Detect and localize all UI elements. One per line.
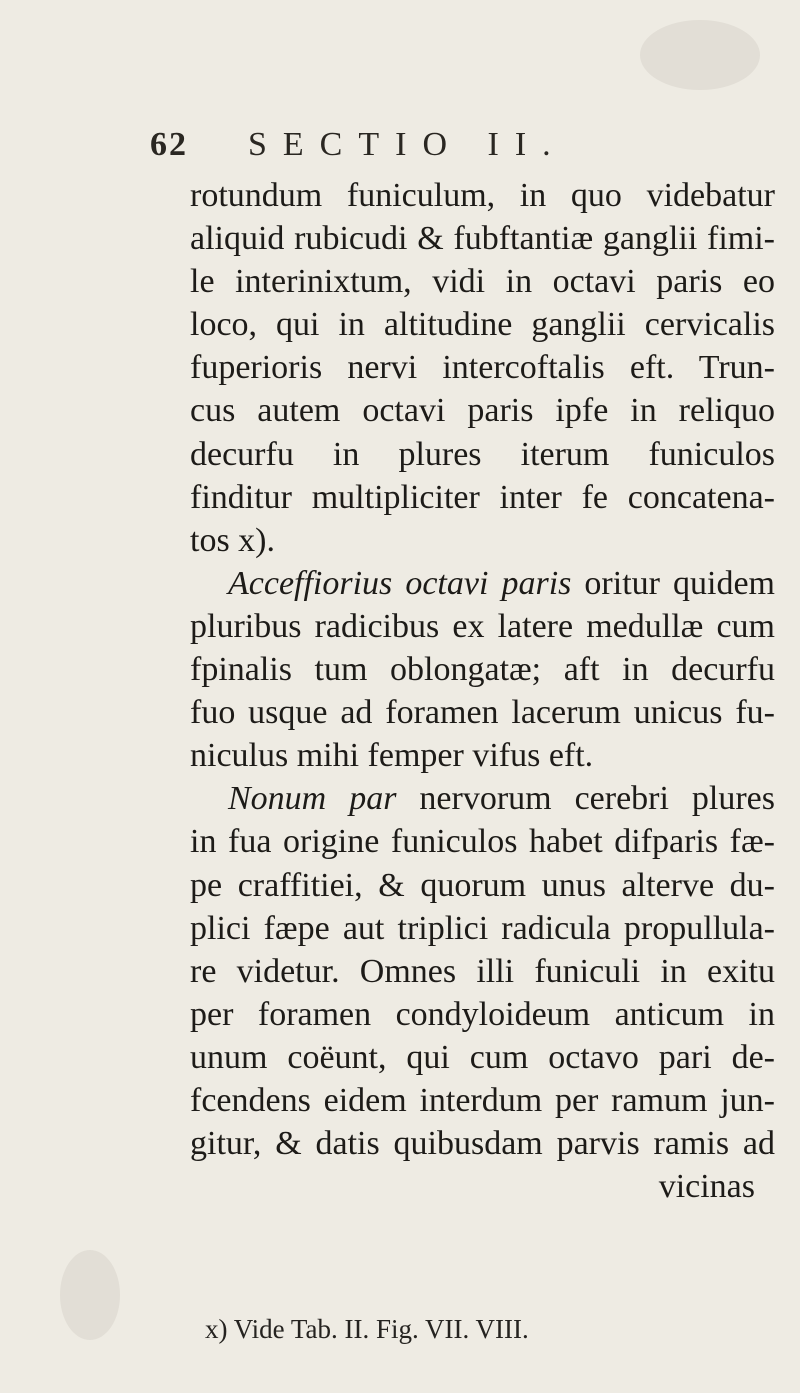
text-line: rotundum funiculum, in quo videbatur: [190, 177, 775, 214]
paper-stain: [60, 1250, 120, 1340]
text-line: per foramen condyloideum anticum in: [190, 995, 775, 1033]
text-line: fpinalis tum oblongatæ; aft in decurfu: [190, 651, 775, 689]
paper-stain: [640, 20, 760, 90]
text-line: pluribus radicibus ex latere medullæ cum: [190, 607, 775, 645]
section-term: Nonum par: [228, 780, 397, 818]
text-line: aliquid rubicudi & fubftantiæ ganglii fimi-: [190, 220, 775, 258]
text-line: re videtur. Omnes illi funiculi in exitu: [190, 952, 775, 990]
paragraph-start: [190, 562, 775, 605]
text-line: tos x).: [190, 521, 275, 559]
text-line: unum coëunt, qui cum octavo pari de-: [190, 1038, 775, 1076]
section-term: Acceffiorius octavi paris: [228, 564, 572, 602]
text-line-rest: nervorum cerebri plures: [396, 780, 775, 818]
page-number: 62: [150, 126, 188, 163]
body-text: [190, 174, 775, 1208]
footnote: x) Vide Tab. II. Fig. VII. VIII.: [205, 1314, 529, 1344]
text-line: fuo usque ad foramen lacerum unicus fu-: [190, 694, 775, 732]
running-head: SECTIO II.: [248, 126, 567, 163]
paragraph-start: [190, 777, 775, 820]
text-line: plici fæpe aut triplici radicula propullula-: [190, 909, 775, 947]
text-line: fuperioris nervi intercoftalis eft. Trun-: [190, 349, 775, 387]
text-line: loco, qui in altitudine ganglii cervicalis: [190, 306, 775, 344]
text-line: finditur multipliciter inter fe concatena-: [190, 478, 775, 516]
text-line: niculus mihi femper vifus eft.: [190, 737, 594, 775]
text-line: decurfu in plures iterum funiculos: [190, 435, 775, 473]
text-line: in fua origine funiculos habet difparis fæ-: [190, 823, 775, 861]
text-line: fcendens eidem interdum per ramum jun-: [190, 1081, 775, 1119]
text-line: gitur, & datis quibusdam parvis ramis ad: [190, 1125, 775, 1163]
text-line: pe craffitiei, & quorum unus alterve du-: [190, 866, 775, 904]
page-header: [150, 126, 670, 170]
text-line-rest: oritur quidem: [571, 564, 775, 602]
text-line: cus autem octavi paris ipfe in reliquo: [190, 392, 775, 430]
catchword: vicinas: [658, 1168, 755, 1206]
text-line: le interinixtum, vidi in octavi paris eo: [190, 263, 775, 301]
